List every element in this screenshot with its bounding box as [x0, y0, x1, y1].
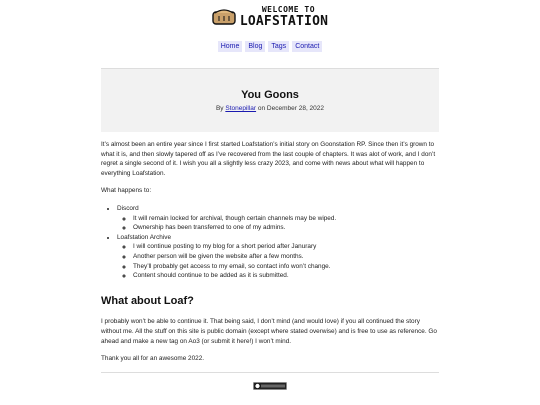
list-item: ◦ They’ll probably get access to my email, so contact info won’t change. [133, 262, 439, 272]
list-item-label: Discord [117, 205, 139, 213]
site-header [0, 0, 540, 52]
list-item: ◦ Ownership has been transferred to one of my admins. [133, 223, 439, 233]
what-happens-label: What happens to: [101, 187, 152, 195]
thanks-paragraph: Thank you all for an awesome 2022. [101, 355, 205, 363]
intro-paragraph: It’s almost been an entire year since I first started Loafstation’s initial story on Goonstation RP. Since then it’s grown to what it is, and then slowly tapered off as I’ve recovered from the last couple of chapters. It was alot of work, and I don’t regret a single second of it. I wish you all a slightly less crazy 2023, and come with news about what will happen to everything Loafstation. [101, 141, 436, 177]
section-heading: What about Loaf? [101, 294, 194, 307]
nav-home-link[interactable]: Home [218, 41, 243, 52]
post-title: You Goons [241, 89, 299, 101]
post-container [101, 68, 439, 395]
nav-contact-link[interactable]: Contact [292, 41, 322, 52]
footer [101, 372, 439, 395]
cc-public-domain-icon[interactable] [253, 377, 287, 394]
list-item-archive [117, 233, 439, 281]
list-item: ◦ Another person will be given the website after a few months. [133, 252, 439, 262]
logo-title-text: LOAFSTATION [239, 14, 329, 29]
nav-blog-link[interactable]: Blog [245, 41, 265, 52]
logo-welcome-text: WELCOME TO [261, 5, 316, 14]
loaf-icon [212, 8, 236, 26]
archive-sublist [117, 242, 439, 280]
list-item: ◦ I will continue posting to my blog for a short period after Janurary [133, 242, 439, 252]
list-item: ◦ It will remain locked for archival, though certain channels may be wiped. [133, 214, 439, 224]
loaf-paragraph: I probably won’t be able to continue it. That being said, I don’t mind (and would love) if you all continued the story without me. All the stuff on this site is public domain (except where stated overwise) and is free to use as reference. Go ahead and make a new tag on Ao3 (or submit it here!) I won’t mind. [101, 318, 437, 345]
list-item: ◦ Content should continue to be added as it is submitted. [133, 271, 439, 281]
post-byline [101, 105, 439, 112]
byline-by: By [215, 105, 224, 112]
post-banner [101, 69, 439, 132]
main-nav [0, 41, 540, 52]
site-logo[interactable] [212, 6, 328, 28]
topics-list [101, 204, 439, 281]
post-content [101, 140, 439, 364]
author-link[interactable]: Stonepillar [225, 105, 257, 112]
list-item-label: Loafstation Archive [117, 233, 171, 241]
discord-sublist [117, 214, 439, 233]
post-date: on December 28, 2022 [257, 105, 325, 112]
nav-tags-link[interactable]: Tags [268, 41, 289, 52]
list-item-discord [117, 204, 439, 233]
